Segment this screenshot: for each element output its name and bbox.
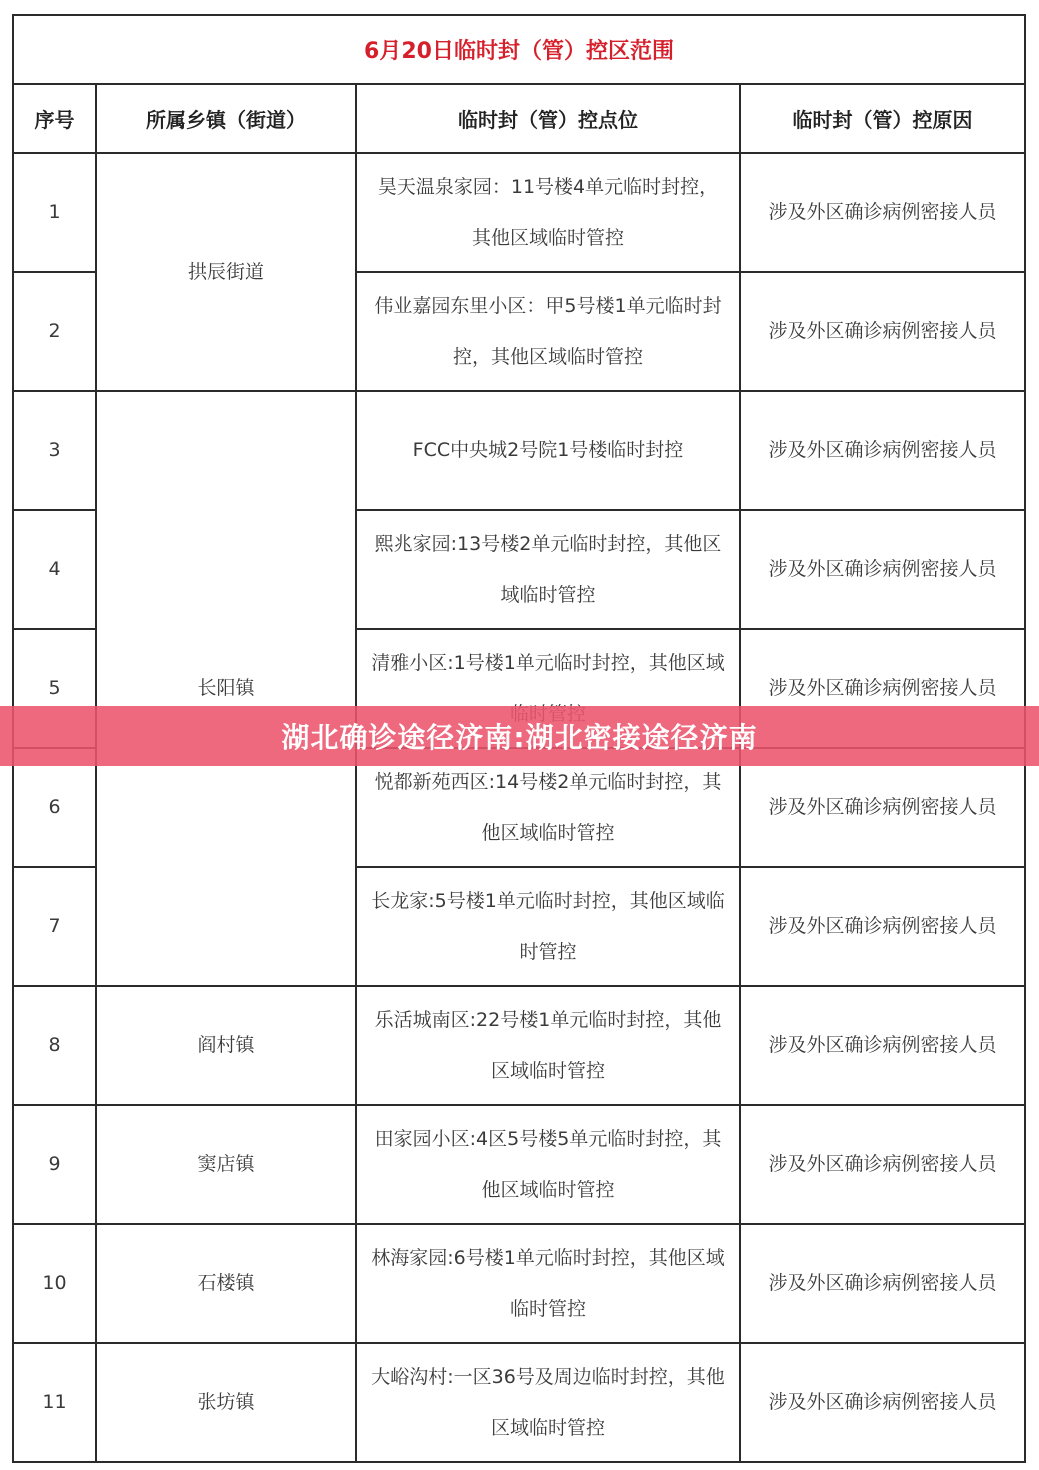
- row-location: 悦都新苑西区:14号楼2单元临时封控，其他区域临时管控: [356, 748, 740, 867]
- header-location: 临时封（管）控点位: [356, 84, 740, 153]
- row-serial: 5: [13, 629, 96, 748]
- row-reason: 涉及外区确诊病例密接人员: [740, 748, 1025, 867]
- table-row: [13, 986, 1025, 1105]
- row-serial: 7: [13, 867, 96, 986]
- row-serial: 6: [13, 748, 96, 867]
- row-location: 乐活城南区:22号楼1单元临时封控，其他区域临时管控: [356, 986, 740, 1105]
- row-reason: 涉及外区确诊病例密接人员: [740, 391, 1025, 510]
- row-town: 拱辰街道: [96, 153, 356, 391]
- row-location: 熙兆家园:13号楼2单元临时封控，其他区域临时管控: [356, 510, 740, 629]
- row-reason: 涉及外区确诊病例密接人员: [740, 1105, 1025, 1224]
- row-location: 大峪沟村:一区36号及周边临时封控，其他区域临时管控: [356, 1343, 740, 1462]
- row-location: FCC中央城2号院1号楼临时封控: [356, 391, 740, 510]
- row-reason: 涉及外区确诊病例密接人员: [740, 272, 1025, 391]
- row-reason: 涉及外区确诊病例密接人员: [740, 867, 1025, 986]
- header-serial: 序号: [13, 84, 96, 153]
- row-serial: 8: [13, 986, 96, 1105]
- table-row: [13, 1224, 1025, 1343]
- table-row: [13, 391, 1025, 510]
- table-row: [13, 153, 1025, 272]
- row-serial: 11: [13, 1343, 96, 1462]
- row-location: 伟业嘉园东里小区：甲5号楼1单元临时封控，其他区域临时管控: [356, 272, 740, 391]
- row-location: 昊天温泉家园：11号楼4单元临时封控，其他区域临时管控: [356, 153, 740, 272]
- headline-text: 湖北确诊途径济南:湖北密接途径济南: [281, 721, 758, 754]
- row-serial: 10: [13, 1224, 96, 1343]
- row-reason: 涉及外区确诊病例密接人员: [740, 629, 1025, 748]
- row-serial: 1: [13, 153, 96, 272]
- headline-banner: [0, 706, 1039, 766]
- row-serial: 4: [13, 510, 96, 629]
- row-town: 窦店镇: [96, 1105, 356, 1224]
- row-town: 石楼镇: [96, 1224, 356, 1343]
- row-reason: 涉及外区确诊病例密接人员: [740, 1343, 1025, 1462]
- row-reason: 涉及外区确诊病例密接人员: [740, 986, 1025, 1105]
- table-row: [13, 1105, 1025, 1224]
- row-serial: 3: [13, 391, 96, 510]
- row-town: 长阳镇: [96, 391, 356, 986]
- table-row: [13, 1343, 1025, 1462]
- row-reason: 涉及外区确诊病例密接人员: [740, 510, 1025, 629]
- row-serial: 2: [13, 272, 96, 391]
- header-reason: 临时封（管）控原因: [740, 84, 1025, 153]
- row-location: 长龙家:5号楼1单元临时封控，其他区域临时管控: [356, 867, 740, 986]
- header-town: 所属乡镇（街道）: [96, 84, 356, 153]
- row-location: 清雅小区:1号楼1单元临时封控，其他区域: [356, 629, 740, 748]
- row-serial: 9: [13, 1105, 96, 1224]
- row-reason: 涉及外区确诊病例密接人员: [740, 1224, 1025, 1343]
- row-town: 张坊镇: [96, 1343, 356, 1462]
- row-location: 林海家园:6号楼1单元临时封控，其他区域临时管控: [356, 1224, 740, 1343]
- table-header-row: [13, 84, 1025, 153]
- table-title-row: [13, 15, 1025, 84]
- row-reason: 涉及外区确诊病例密接人员: [740, 153, 1025, 272]
- row-location: 田家园小区:4区5号楼5单元临时封控，其他区域临时管控: [356, 1105, 740, 1224]
- row-town: 阎村镇: [96, 986, 356, 1105]
- table-title: 6月20日临时封（管）控区范围: [13, 15, 1025, 84]
